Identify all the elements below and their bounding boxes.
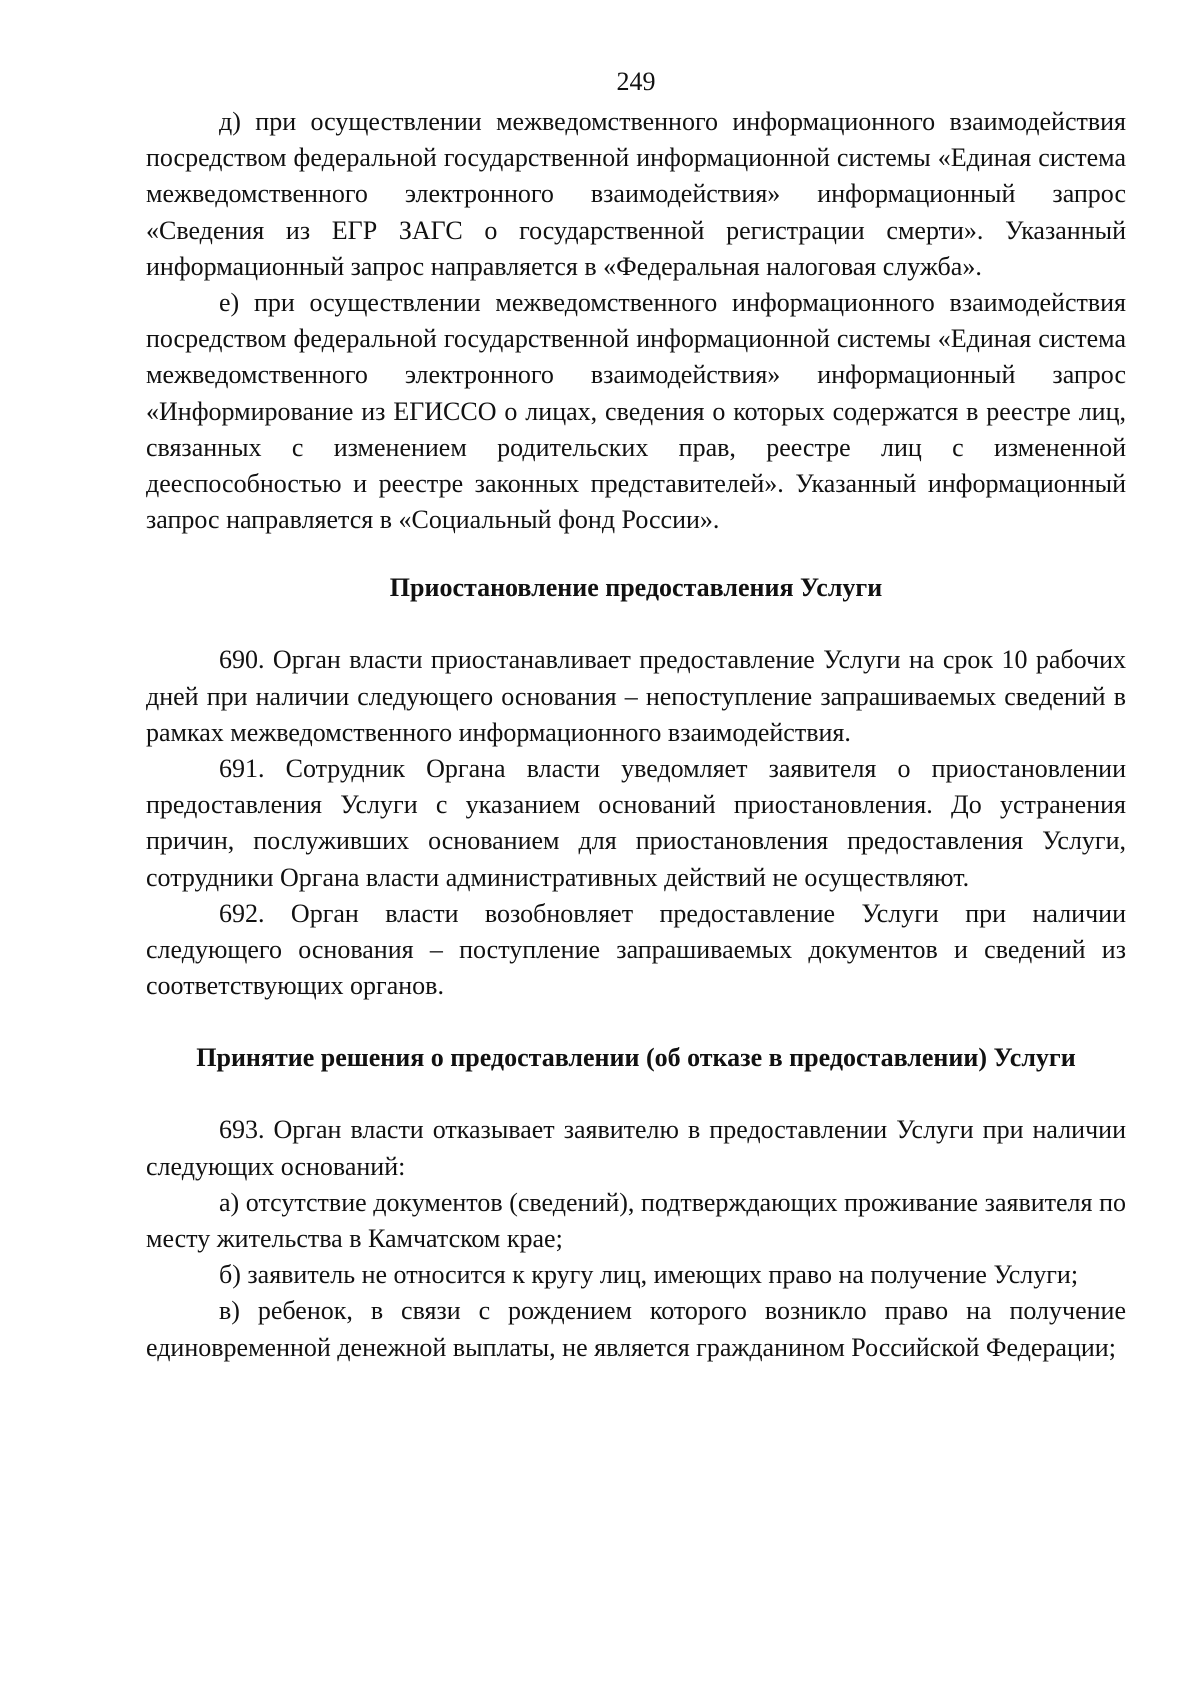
paragraph-693-b: б) заявитель не относится к кругу лиц, имеющих право на получение Услуги; [219, 1260, 1079, 1290]
paragraph-690: 690. Орган власти приостанавливает предоставление Услуги на срок 10 рабочих дней при наличии следующего основания – непоступление запрашиваемых сведений в рамках межведомственного информационного взаимодействия. [146, 645, 1126, 747]
document-page [146, 64, 1126, 1366]
paragraph-693-v: в) ребенок, в связи с рождением которого возникло право на получение единовременной денежной выплаты, не является гражданином Российской Федерации; [146, 1296, 1126, 1362]
section-heading-decision: Принятие решения о предоставлении (об отказе в предоставлении) Услуги [196, 1043, 1076, 1073]
paragraph-693-a: а) отсутствие документов (сведений), подтверждающих проживание заявителя по месту жительства в Камчатском крае; [146, 1187, 1126, 1254]
paragraph-692: 692. Орган власти возобновляет предоставление Услуги при наличии следующего основания – поступление запрашиваемых документов и сведений из соответствующих органов. [146, 898, 1126, 1001]
paragraph-693: 693. Орган власти отказывает заявителю в предоставлении Услуги при наличии следующих оснований: [146, 1115, 1126, 1181]
page-number: 249 [616, 67, 656, 96]
paragraph-e: е) при осуществлении межведомственного информационного взаимодействия посредством федеральной государственной информационной системы «Единая система межведомственного электронного взаимодействия» информационный запрос «Информирование из ЕГИССО о лицах, сведения о которых содержатся в реестре лиц, связанных с изменением родительских прав, реестре лиц с измененной дееспособностью и реестре законных представителей». Указанный информационный запрос направляется в «Социальный фонд России». [146, 288, 1126, 535]
section-heading-suspension: Приостановление предоставления Услуги [389, 573, 883, 603]
paragraph-691: 691. Сотрудник Органа власти уведомляет заявителя о приостановлении предоставления Услуги с указанием оснований приостановления. До устранения причин, послуживших основанием для приостановления предоставления Услуги, сотрудники Органа власти административных действий не осуществляют. [146, 754, 1126, 892]
paragraph-d: д) при осуществлении межведомственного информационного взаимодействия посредством федеральной государственной информационной системы «Единая система межведомственного электронного взаимодействия» информационный запрос «Сведения из ЕГР ЗАГС о государственной регистрации смерти». Указанный информационный запрос направляется в «Федеральная налоговая служба». [146, 107, 1126, 281]
